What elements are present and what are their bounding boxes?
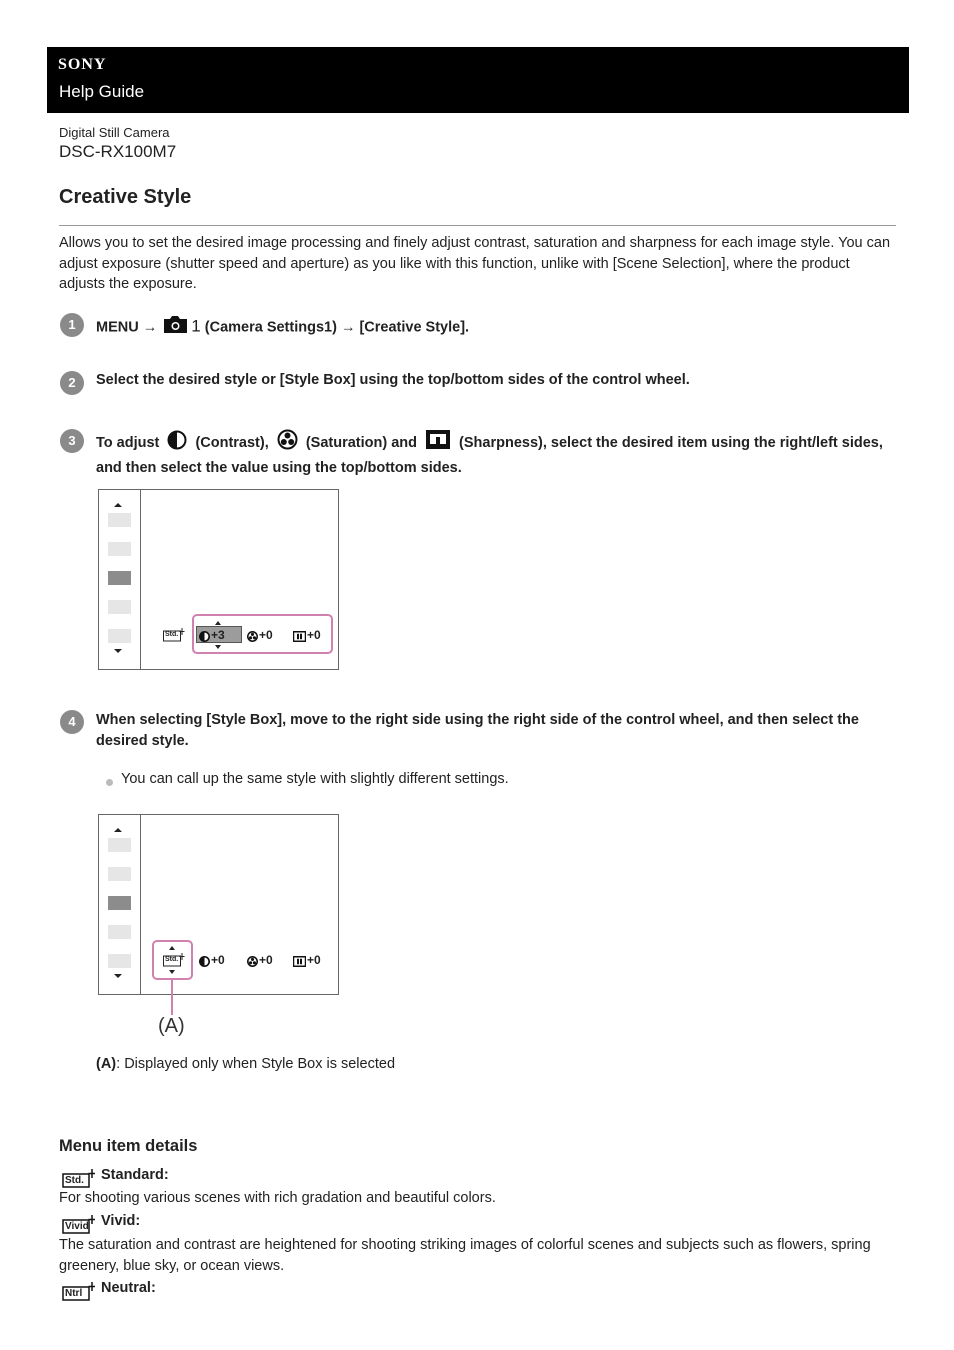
note-text: : Displayed only when Style Box is selected bbox=[116, 1056, 396, 1072]
sharpness-value: +0 bbox=[307, 628, 321, 642]
up-arrow-icon bbox=[114, 503, 122, 507]
step-3-part-1: To adjust bbox=[96, 434, 160, 451]
style-badge-icon bbox=[163, 628, 185, 647]
product-type: Digital Still Camera bbox=[59, 125, 170, 140]
style-slot bbox=[108, 954, 131, 968]
style-slot bbox=[108, 513, 131, 527]
step-4-number: 4 bbox=[60, 710, 84, 734]
sharpness-icon bbox=[293, 954, 306, 972]
contrast-value: +3 bbox=[211, 628, 225, 642]
brand-logo: SONY bbox=[58, 56, 107, 73]
saturation-icon bbox=[247, 954, 258, 972]
step-2-number: 2 bbox=[60, 371, 84, 395]
callout-note bbox=[96, 1056, 395, 1072]
saturation-icon bbox=[277, 429, 298, 457]
step-1-suffix: (Camera Settings1) → [Creative Style]. bbox=[204, 319, 470, 336]
contrast-value: +0 bbox=[211, 953, 225, 967]
up-arrow-icon bbox=[114, 828, 122, 832]
sharpness-value: +0 bbox=[307, 953, 321, 967]
contrast-icon bbox=[167, 430, 187, 457]
sharpness-icon bbox=[293, 629, 306, 647]
step-1-prefix: MENU → bbox=[96, 319, 158, 336]
step-4-text: When selecting [Style Box], move to the right side using the right side of the control wheel, and then select the desired style. bbox=[96, 712, 859, 749]
vivid-name: Vivid: bbox=[101, 1213, 141, 1229]
header-title: Help Guide bbox=[59, 82, 145, 101]
callout-label: (A) bbox=[158, 1015, 185, 1037]
standard-desc: For shooting various scenes with rich gradation and beautiful colors. bbox=[59, 1190, 496, 1206]
screen-illustration-1 bbox=[98, 489, 339, 670]
camera-settings-number: 1 bbox=[191, 316, 201, 336]
neutral-name: Neutral: bbox=[101, 1280, 156, 1296]
screen-divider bbox=[140, 490, 141, 669]
up-arrow-icon bbox=[215, 621, 221, 625]
neutral-style-icon bbox=[62, 1282, 95, 1306]
standard-badge-label: Std. bbox=[65, 1175, 84, 1186]
style-slot bbox=[108, 838, 131, 852]
step-3-part-3: (Saturation) and bbox=[305, 434, 417, 451]
intro-paragraph: Allows you to set the desired image processing and finely adjust contrast, saturation and sharpness for each image style. You can adjust exposure (shutter speed and aperture) as you like with this function, unlike with [Scene Selection], where the product adjusts the exposure. bbox=[59, 235, 891, 292]
style-slot bbox=[108, 542, 131, 556]
vivid-badge-label: Vivid bbox=[65, 1221, 89, 1232]
step-3-part-4: (Sharpness), select the desired item using the right/left sides, and then select the value using the top/bottom sides. bbox=[96, 434, 883, 476]
title-divider bbox=[59, 225, 896, 226]
screen-illustration-2 bbox=[98, 814, 339, 995]
saturation-value: +0 bbox=[259, 628, 273, 642]
sharpness-icon bbox=[425, 429, 451, 457]
standard-name: Standard: bbox=[101, 1167, 169, 1183]
product-model: DSC-RX100M7 bbox=[59, 142, 177, 161]
step-1-text bbox=[96, 314, 896, 341]
down-arrow-icon bbox=[114, 974, 122, 978]
saturation-icon bbox=[247, 629, 258, 647]
page-header bbox=[47, 47, 909, 113]
step-1-number: 1 bbox=[60, 313, 84, 337]
style-slot-selected bbox=[108, 571, 131, 585]
bullet-dot bbox=[106, 779, 113, 786]
step-3-number: 3 bbox=[60, 429, 84, 453]
saturation-value: +0 bbox=[259, 953, 273, 967]
callout-line bbox=[171, 979, 173, 1015]
menu-details-title: Menu item details bbox=[59, 1137, 198, 1155]
down-arrow-icon bbox=[169, 970, 175, 974]
screen-divider bbox=[140, 815, 141, 994]
step-3-part-2: (Contrast), bbox=[195, 434, 269, 451]
style-badge-label: Std. bbox=[165, 956, 179, 963]
neutral-badge-label: Ntrl bbox=[65, 1288, 83, 1299]
bullet-text: You can call up the same style with slightly different settings. bbox=[121, 771, 509, 787]
contrast-icon bbox=[199, 629, 210, 647]
note-label: (A) bbox=[96, 1056, 117, 1072]
style-slot bbox=[108, 925, 131, 939]
contrast-icon bbox=[199, 954, 210, 972]
down-arrow-icon bbox=[114, 649, 122, 653]
page-title: Creative Style bbox=[59, 186, 192, 208]
step-3-text bbox=[96, 429, 896, 479]
up-arrow-icon bbox=[169, 946, 175, 950]
camera-icon bbox=[163, 314, 189, 341]
style-slot bbox=[108, 629, 131, 643]
vivid-desc: The saturation and contrast are heightened for shooting striking images of colorful scenes and subjects such as flowers, spring greenery, blue sky, or ocean views. bbox=[59, 1237, 871, 1274]
style-badge-label: Std. bbox=[165, 631, 179, 638]
style-slot bbox=[108, 867, 131, 881]
down-arrow-icon bbox=[215, 645, 221, 649]
style-slot-selected bbox=[108, 896, 131, 910]
style-slot bbox=[108, 600, 131, 614]
step-2-text: Select the desired style or [Style Box] using the top/bottom sides of the control wheel. bbox=[96, 372, 690, 388]
